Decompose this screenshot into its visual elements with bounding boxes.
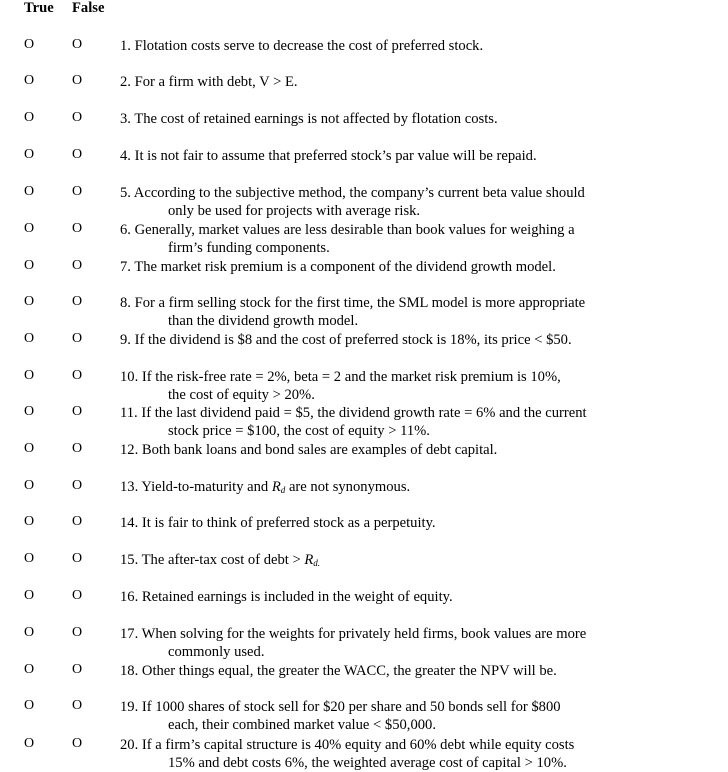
question-number: 4. <box>120 148 131 164</box>
question-number: 19. <box>120 699 139 715</box>
false-option[interactable]: O <box>72 37 83 52</box>
question-number: 17. <box>120 626 139 642</box>
question-statement <box>120 404 720 440</box>
true-option[interactable]: O <box>24 110 35 125</box>
true-option[interactable]: O <box>24 736 35 751</box>
false-option[interactable]: O <box>72 662 83 677</box>
question-text: For a firm with debt, V > E. <box>134 74 298 90</box>
question-statement <box>120 736 720 772</box>
false-option[interactable]: O <box>72 736 83 751</box>
question-text: If the dividend is $8 and the cost of preferred stock is 18%, its price < $50. <box>134 332 572 348</box>
false-option[interactable]: O <box>72 514 83 529</box>
false-option[interactable]: O <box>72 258 83 273</box>
false-option[interactable]: O <box>72 588 83 603</box>
true-option[interactable]: O <box>24 368 35 383</box>
question-number: 8. <box>120 295 131 311</box>
question-text: Both bank loans and bond sales are examples of debt capital. <box>141 442 498 458</box>
false-option[interactable]: O <box>72 73 83 88</box>
question-text: The after-tax cost of debt > <box>141 552 305 568</box>
question-number: 14. <box>120 515 139 531</box>
question-text-continued: the cost of equity > 20%. <box>168 387 315 403</box>
question-number: 15. <box>120 552 139 568</box>
question-text: If 1000 shares of stock sell for $20 per share and 50 bonds sell for $800 <box>141 699 561 715</box>
true-option[interactable]: O <box>24 184 35 199</box>
question-statement <box>120 110 720 128</box>
question-number: 12. <box>120 442 139 458</box>
false-option[interactable]: O <box>72 331 83 346</box>
question-number: 10. <box>120 369 139 385</box>
question-statement <box>120 625 720 661</box>
question-statement <box>120 514 720 532</box>
true-option[interactable]: O <box>24 625 35 640</box>
question-statement <box>120 331 720 349</box>
question-statement <box>120 184 720 220</box>
false-column-header: False <box>72 0 105 16</box>
true-option[interactable]: O <box>24 294 35 309</box>
false-option[interactable]: O <box>72 184 83 199</box>
question-text-end: are not synonymous. <box>285 479 411 495</box>
question-text-continued: commonly used. <box>168 644 265 660</box>
question-text-continued: each, their combined market value < $50,000. <box>168 717 436 733</box>
true-option[interactable]: O <box>24 588 35 603</box>
question-statement <box>120 368 720 404</box>
question-number: 9. <box>120 332 131 348</box>
question-number: 18. <box>120 663 139 679</box>
false-option[interactable]: O <box>72 478 83 493</box>
question-text: It is fair to think of preferred stock as a perpetuity. <box>141 515 436 531</box>
question-statement <box>120 37 720 55</box>
false-option[interactable]: O <box>72 441 83 456</box>
math-symbol: R <box>304 552 314 568</box>
true-option[interactable]: O <box>24 73 35 88</box>
false-option[interactable]: O <box>72 625 83 640</box>
question-text: Other things equal, the greater the WACC, the greater the NPV will be. <box>141 663 557 679</box>
false-option[interactable]: O <box>72 110 83 125</box>
question-number: 1. <box>120 38 131 54</box>
question-text: For a firm selling stock for the first time, the SML model is more appropriate <box>134 295 586 311</box>
math-subscript: d. <box>313 558 321 568</box>
question-text: Generally, market values are less desirable than book values for weighing a <box>134 222 575 238</box>
question-text-continued: firm’s funding components. <box>168 240 330 256</box>
question-number: 2. <box>120 74 131 90</box>
question-statement <box>120 588 720 606</box>
question-number: 13. <box>120 479 139 495</box>
math-subscript: d <box>280 485 286 495</box>
true-option[interactable]: O <box>24 258 35 273</box>
question-statement <box>120 221 720 257</box>
true-column-header: True <box>24 0 54 16</box>
question-number: 16. <box>120 589 139 605</box>
false-option[interactable]: O <box>72 551 83 566</box>
question-statement <box>120 147 720 165</box>
false-option[interactable]: O <box>72 294 83 309</box>
true-option[interactable]: O <box>24 514 35 529</box>
question-text: It is not fair to assume that preferred stock’s par value will be repaid. <box>134 148 537 164</box>
question-number: 7. <box>120 259 131 275</box>
question-text-continued: stock price = $100, the cost of equity > 11%. <box>168 423 430 439</box>
question-number: 11. <box>120 405 138 421</box>
false-option[interactable]: O <box>72 147 83 162</box>
question-text: If the risk-free rate = 2%, beta = 2 and the market risk premium is 10%, <box>141 369 561 385</box>
true-option[interactable]: O <box>24 331 35 346</box>
true-option[interactable]: O <box>24 37 35 52</box>
true-option[interactable]: O <box>24 662 35 677</box>
question-statement <box>120 441 720 459</box>
true-option[interactable]: O <box>24 698 35 713</box>
question-text-continued: than the dividend growth model. <box>168 313 359 329</box>
true-option[interactable]: O <box>24 147 35 162</box>
false-option[interactable]: O <box>72 404 83 419</box>
math-symbol: R <box>271 479 281 495</box>
question-text: Retained earnings is included in the weight of equity. <box>141 589 453 605</box>
question-statement <box>120 698 720 734</box>
question-statement <box>120 73 720 91</box>
false-option[interactable]: O <box>72 221 83 236</box>
question-statement <box>120 551 720 572</box>
question-text: If the last dividend paid = $5, the dividend growth rate = 6% and the current <box>141 405 587 421</box>
question-statement <box>120 662 720 680</box>
false-option[interactable]: O <box>72 368 83 383</box>
question-text: Yield-to-maturity and <box>141 479 272 495</box>
question-text: Flotation costs serve to decrease the cost of preferred stock. <box>134 38 484 54</box>
question-statement <box>120 294 720 330</box>
question-text: When solving for the weights for privately held firms, book values are more <box>141 626 587 642</box>
true-option[interactable]: O <box>24 441 35 456</box>
question-text: According to the subjective method, the company’s current beta value should <box>133 185 585 201</box>
question-number: 20. <box>120 737 139 753</box>
question-statement <box>120 258 720 276</box>
question-text-continued: 15% and debt costs 6%, the weighted average cost of capital > 10%. <box>168 755 567 771</box>
true-option[interactable]: O <box>24 478 35 493</box>
question-number: 6. <box>120 222 131 238</box>
true-option[interactable]: O <box>24 404 35 419</box>
question-text-continued: only be used for projects with average risk. <box>168 203 421 219</box>
question-statement <box>120 478 720 499</box>
question-number: 5. <box>120 185 131 201</box>
question-text: The market risk premium is a component of the dividend growth model. <box>134 259 556 275</box>
question-text: The cost of retained earnings is not affected by flotation costs. <box>134 111 498 127</box>
true-option[interactable]: O <box>24 551 35 566</box>
false-option[interactable]: O <box>72 698 83 713</box>
true-option[interactable]: O <box>24 221 35 236</box>
question-number: 3. <box>120 111 131 127</box>
question-text: If a firm’s capital structure is 40% equity and 60% debt while equity costs <box>141 737 575 753</box>
